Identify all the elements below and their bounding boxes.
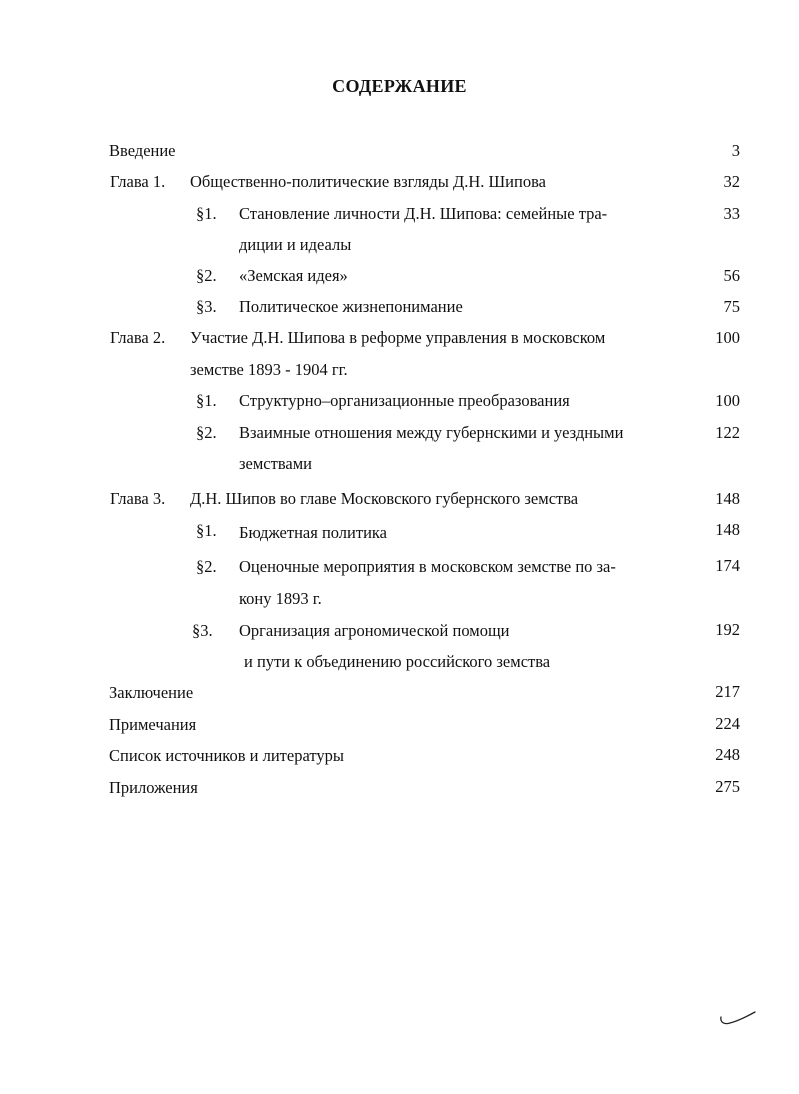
toc-sources-label: Список источников и литературы <box>109 746 344 765</box>
toc-ch3-s3-page: 192 <box>715 620 740 639</box>
toc-ch3-s3-title-line2: и пути к объединению российского земства <box>244 652 551 671</box>
toc-ch1-s2-page: 56 <box>723 266 740 285</box>
toc-ch3-s1-label: §1. <box>196 521 217 540</box>
toc-chapter-1-label: Глава 1. <box>110 172 166 191</box>
toc-ch1-s1-title-line2: диции и идеалы <box>239 235 352 254</box>
toc-chapter-2-title-line1: Участие Д.Н. Шипова в реформе управления в московском <box>190 328 606 347</box>
toc-sources-page: 248 <box>715 745 740 764</box>
toc-ch2-s1-label: §1. <box>196 391 217 410</box>
toc-conclusion-page: 217 <box>715 682 740 701</box>
toc-ch3-s3-title-line1: Организация агрономической помощи <box>239 621 510 640</box>
toc-ch2-s1-title: Структурно–организационные преобразования <box>239 391 570 410</box>
toc-ch2-s2-title-line1: Взаимные отношения между губернскими и уездными <box>239 423 624 442</box>
toc-ch3-s2-title-line2: кону 1893 г. <box>239 589 322 608</box>
toc-ch1-s1-title-line1: Становление личности Д.Н. Шипова: семейные тра- <box>239 204 608 223</box>
toc-intro-page: 3 <box>731 141 740 160</box>
toc-ch1-s3-label: §3. <box>196 297 217 316</box>
toc-appendix-page: 275 <box>715 777 740 796</box>
toc-chapter-3-label: Глава 3. <box>110 489 166 508</box>
toc-ch3-s3-label: §3. <box>192 621 213 640</box>
toc-intro-label: Введение <box>109 141 176 160</box>
toc-appendix-label: Приложения <box>109 778 198 797</box>
toc-ch3-s2-label: §2. <box>196 557 217 576</box>
toc-ch1-s3-page: 75 <box>723 297 740 316</box>
toc-chapter-1-page: 32 <box>723 172 740 191</box>
toc-ch2-s2-page: 122 <box>715 423 740 442</box>
toc-chapter-2-page: 100 <box>715 328 740 347</box>
toc-ch1-s2-label: §2. <box>196 266 217 285</box>
toc-ch3-s1-page: 148 <box>715 520 740 539</box>
toc-chapter-2-label: Глава 2. <box>110 328 166 347</box>
toc-ch1-s2-title: «Земская идея» <box>239 266 348 285</box>
toc-ch2-s2-label: §2. <box>196 423 217 442</box>
handwritten-mark-icon <box>718 1008 758 1030</box>
toc-chapter-1-title: Общественно-политические взгляды Д.Н. Шипова <box>190 172 546 191</box>
toc-notes-page: 224 <box>715 714 740 733</box>
toc-ch3-s1-title: Бюджетная политика <box>239 523 388 542</box>
page-title: СОДЕРЖАНИЕ <box>332 76 467 96</box>
toc-chapter-2-title-line2: земстве 1893 - 1904 гг. <box>190 360 348 379</box>
toc-ch1-s3-title: Политическое жизнепонимание <box>239 297 463 316</box>
toc-ch2-s1-page: 100 <box>715 391 740 410</box>
toc-ch3-s2-page: 174 <box>715 556 740 575</box>
toc-ch2-s2-title-line2: земствами <box>239 454 312 473</box>
toc-chapter-3-page: 148 <box>715 489 740 508</box>
toc-ch1-s1-label: §1. <box>196 204 217 223</box>
toc-conclusion-label: Заключение <box>109 683 194 702</box>
toc-ch3-s2-title-line1: Оценочные мероприятия в московском земстве по за- <box>239 557 616 576</box>
toc-chapter-3-title: Д.Н. Шипов во главе Московского губернского земства <box>190 489 579 508</box>
toc-notes-label: Примечания <box>109 715 197 734</box>
toc-ch1-s1-page: 33 <box>723 204 740 223</box>
